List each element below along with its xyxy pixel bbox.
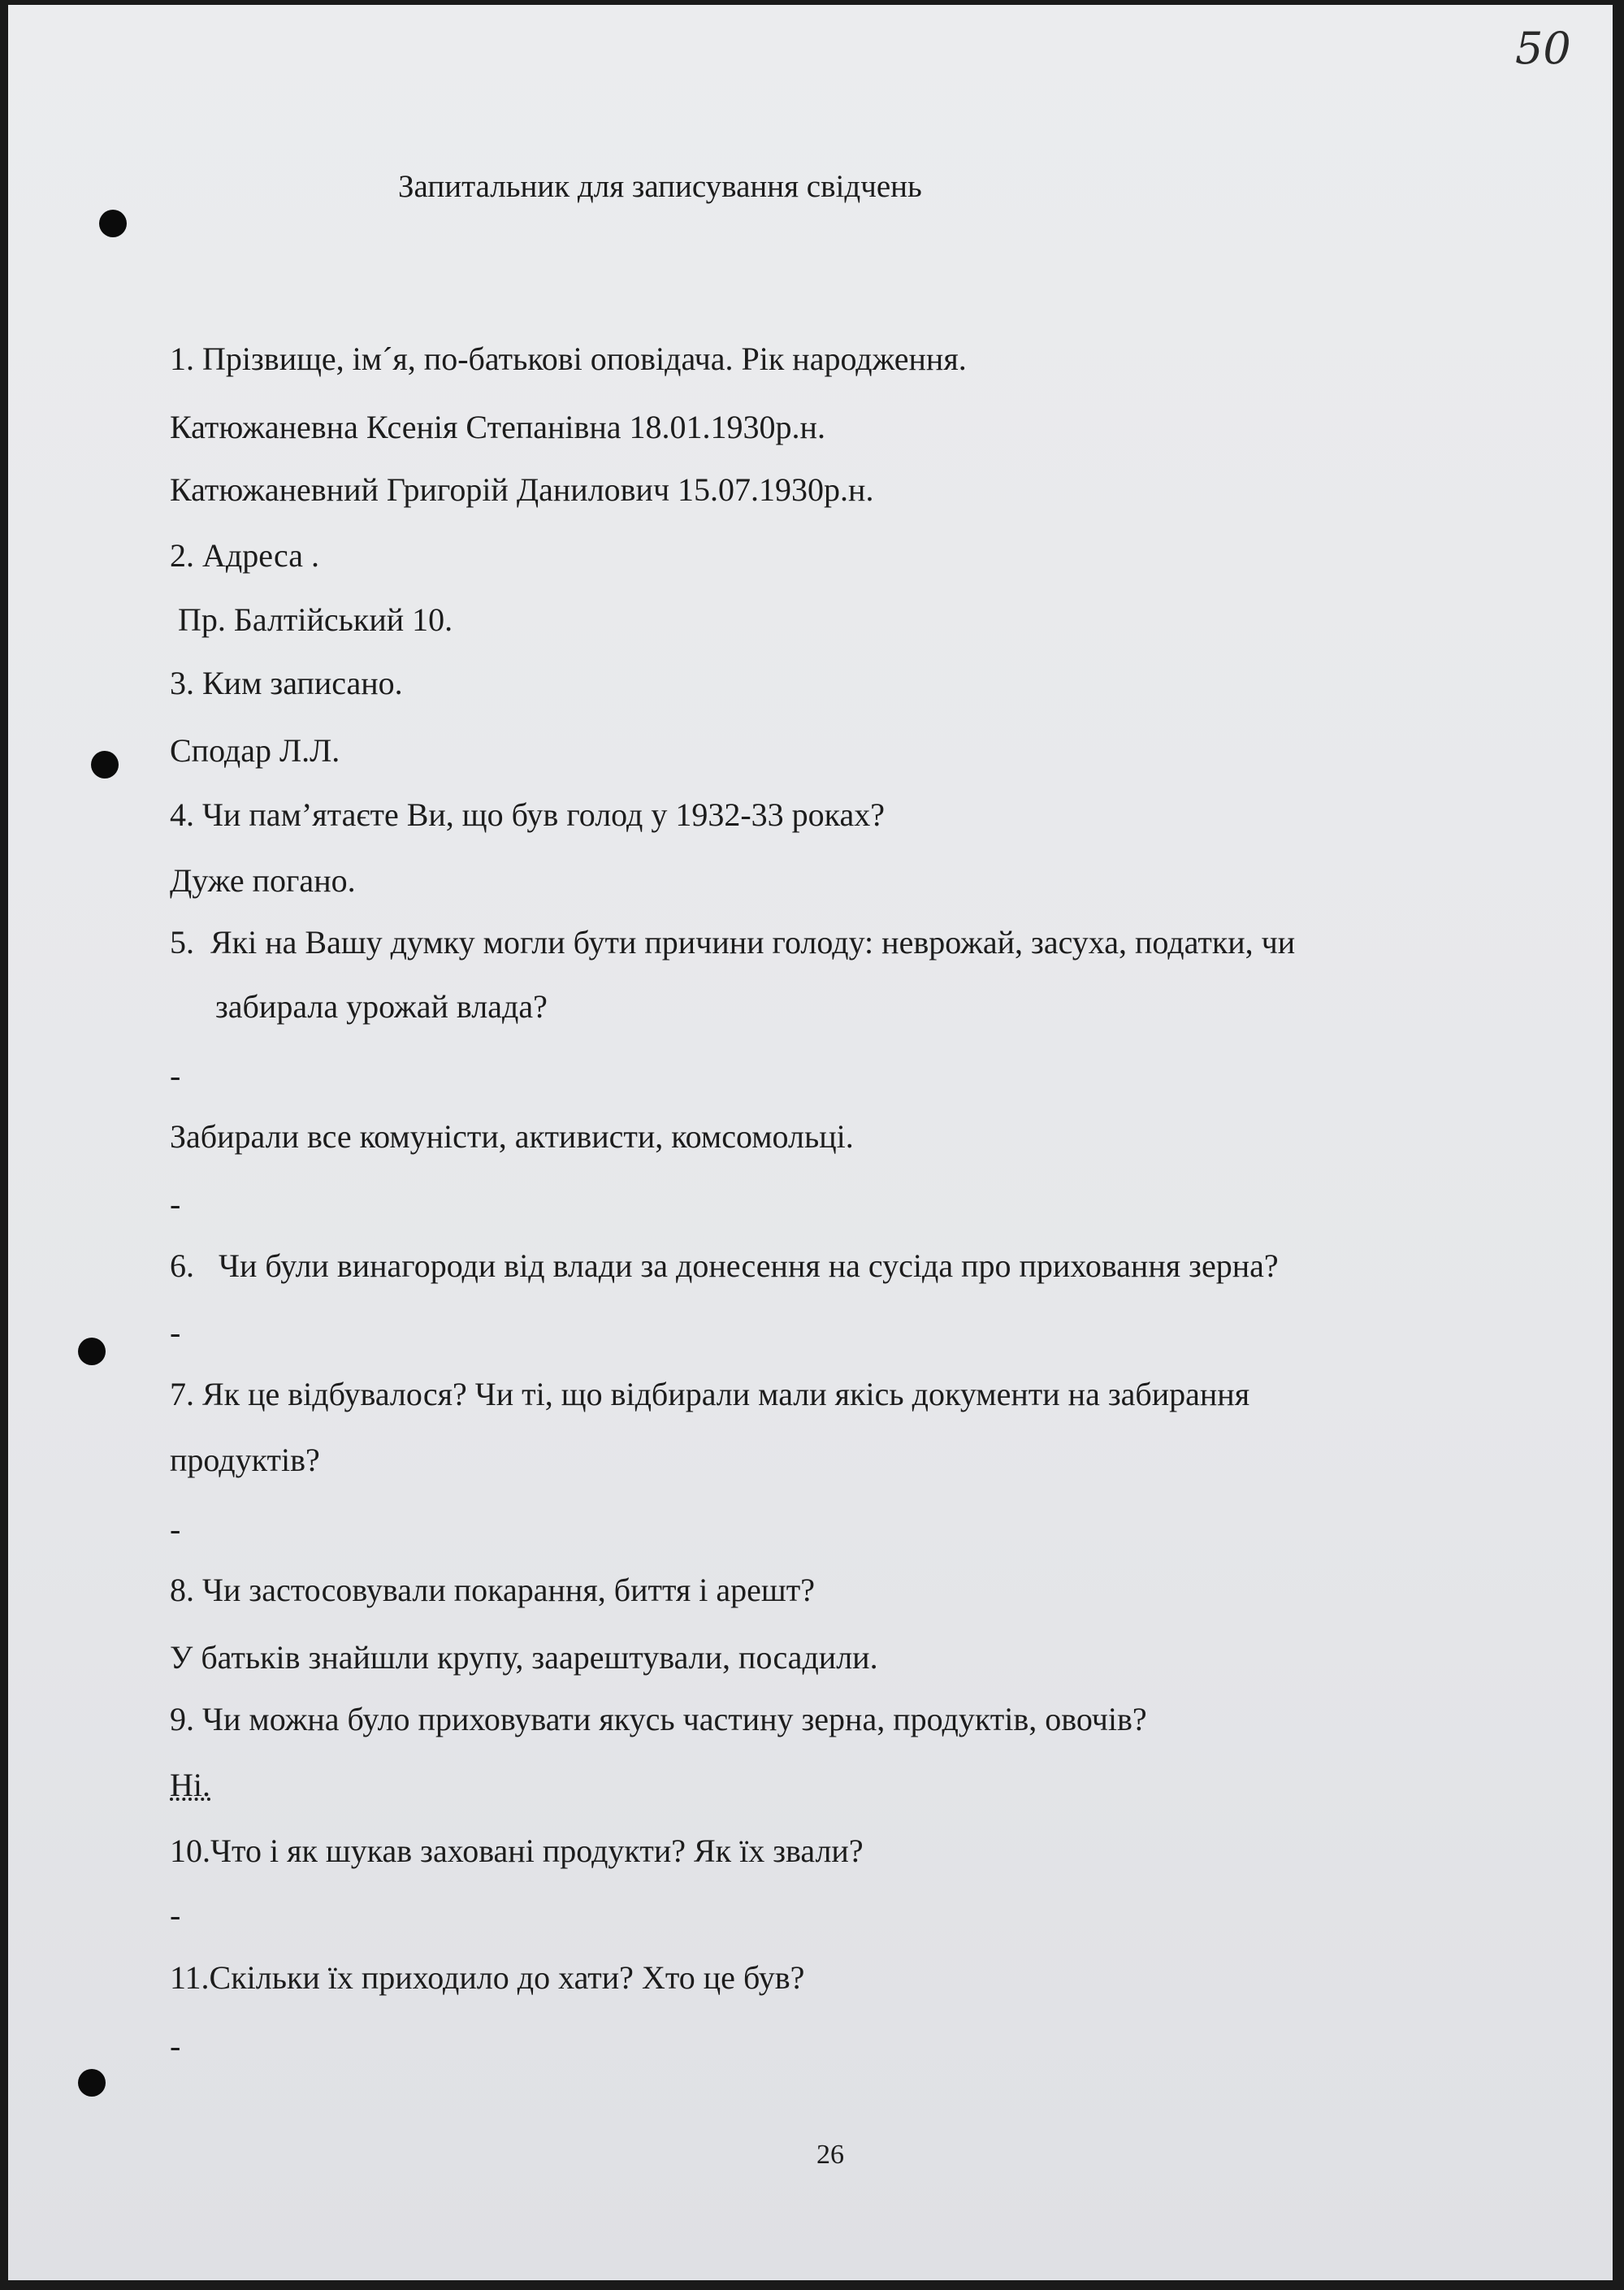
answer-dash: - — [170, 1897, 181, 1933]
handwritten-page-stamp: 50 — [1515, 23, 1571, 74]
question-5-cont: забирала урожай влада? — [215, 988, 548, 1025]
answer-line: У батьків знайшли крупу, заарештували, посадили. — [170, 1639, 878, 1676]
question-7-cont: продуктів? — [170, 1442, 320, 1478]
answer-line: Пр. Балтійський 10. — [170, 601, 453, 638]
punch-hole — [99, 210, 127, 237]
answer-dash: - — [170, 2028, 181, 2064]
answer-dash: - — [170, 1186, 181, 1222]
answer-line: Катюжаневна Ксенія Степанівна 18.01.1930р.н. — [170, 409, 825, 445]
page-number: 26 — [816, 2140, 844, 2170]
answer-dash: - — [170, 1057, 181, 1094]
question-1: 1. Прізвище, ім´я, по-батькові оповідача. Рік народження. — [170, 340, 967, 377]
document-page — [8, 5, 1613, 2280]
answer-line: Ні. — [170, 1767, 210, 1803]
question-5: 5. Які на Вашу думку могли бути причини голоду: неврожай, засуха, податки, чи — [170, 924, 1296, 961]
answer-line: Сподар Л.Л. — [170, 732, 340, 769]
answer-dash: - — [170, 1314, 181, 1351]
question-11: 11.Скільки їх приходило до хати? Хто це був? — [170, 1959, 805, 1996]
punch-hole — [78, 1338, 106, 1365]
question-9: 9. Чи можна було приховувати якусь частину зерна, продуктів, овочів? — [170, 1701, 1147, 1737]
punch-hole — [78, 2069, 106, 2097]
question-8: 8. Чи застосовували покарання, биття і арешт? — [170, 1572, 815, 1608]
question-2: 2. Адреса . — [170, 537, 319, 574]
answer-line: Забирали все комуністи, активисти, комсомольці. — [170, 1118, 854, 1155]
question-4: 4. Чи пам’ятаєте Ви, що був голод у 1932-33 роках? — [170, 796, 886, 833]
question-7: 7. Як це відбувалося? Чи ті, що відбирали мали якісь документи на забирання — [170, 1376, 1250, 1412]
answer-dash: - — [170, 1511, 181, 1547]
punch-hole — [91, 751, 119, 779]
answer-line: Дуже погано. — [170, 862, 356, 899]
question-10: 10.Что і як шукав заховані продукти? Як їх звали? — [170, 1832, 864, 1869]
question-6: 6. Чи були винагороди від влади за донесення на сусіда про приховання зерна? — [170, 1247, 1279, 1284]
answer-line: Катюжаневний Григорій Данилович 15.07.1930р.н. — [170, 471, 874, 508]
document-title: Запитальник для записування свідчень — [398, 169, 922, 204]
question-3: 3. Ким записано. — [170, 665, 403, 701]
